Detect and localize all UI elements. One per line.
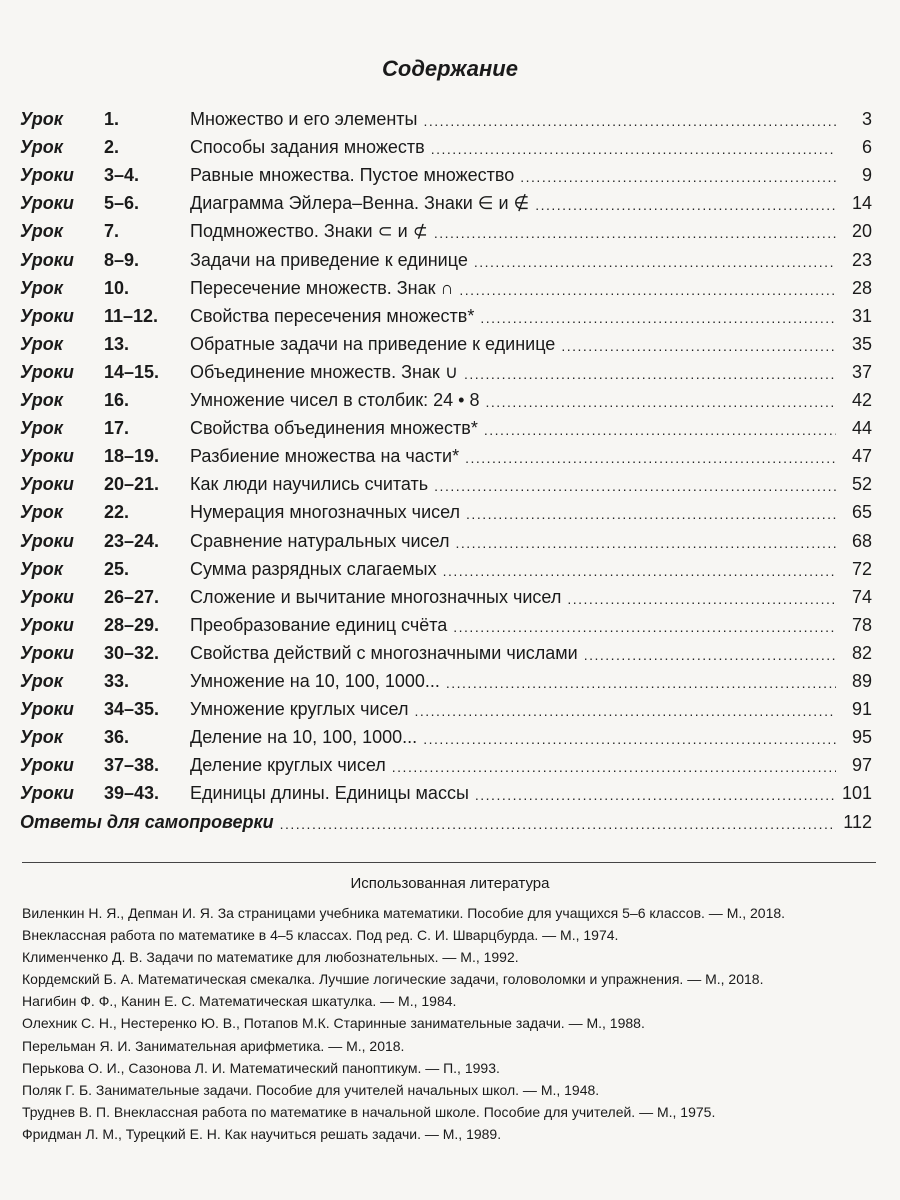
literature-item: Фридман Л. М., Турецкий Е. Н. Как научиться решать задачи. — М., 1989. <box>22 1125 502 1142</box>
lesson-title: Деление круглых чисел <box>190 755 386 776</box>
lesson-title: Как люди научились считать <box>190 474 429 495</box>
lesson-number: 17. <box>104 418 130 439</box>
dot-leader <box>464 365 836 383</box>
lesson-title: Обратные задачи на приведение к единице <box>190 333 556 354</box>
lesson-kind: Уроки <box>20 642 74 663</box>
literature-list <box>22 904 872 1147</box>
dot-leader <box>584 646 836 664</box>
literature-item: Перькова О. И., Сазонова Л. И. Математический паноптикум. — П., 1993. <box>22 1059 500 1076</box>
dot-leader <box>567 590 836 608</box>
lesson-number: 16. <box>104 390 130 411</box>
lesson-number: 20–21. <box>104 474 160 495</box>
page-number: 31 <box>851 305 872 326</box>
dot-leader <box>459 281 836 299</box>
lesson-kind: Урок <box>20 727 63 748</box>
lesson-kind: Уроки <box>20 586 74 607</box>
lesson-title: Пересечение множеств. Знак ∩ <box>190 277 454 298</box>
lesson-title: Сложение и вычитание многозначных чисел <box>190 586 562 607</box>
lesson-number: 13. <box>104 333 130 354</box>
lesson-kind: Урок <box>20 137 63 158</box>
literature-item: Олехник С. Н., Нестеренко Ю. В., Потапов М.К. Старинные занимательные задачи. — М., 1988. <box>22 1015 645 1032</box>
literature-item: Внеклассная работа по математике в 4–5 классах. Под ред. С. И. Шварцбурда. — М., 1974. <box>22 927 619 944</box>
page-number: 74 <box>851 586 872 607</box>
lesson-kind: Уроки <box>20 755 74 776</box>
dot-leader <box>431 140 836 158</box>
page-number: 95 <box>851 727 872 748</box>
lesson-kind: Уроки <box>20 305 74 326</box>
lesson-title: Свойства объединения множеств* <box>190 418 478 439</box>
toc-row[interactable] <box>20 692 872 720</box>
dot-leader <box>485 393 836 411</box>
lesson-kind: Урок <box>20 502 63 523</box>
lesson-number: 7. <box>104 221 120 242</box>
lesson-kind: Уроки <box>20 699 74 720</box>
dot-leader <box>423 730 836 748</box>
toc-row[interactable] <box>20 580 872 608</box>
lesson-kind: Урок <box>20 390 63 411</box>
lesson-kind: Урок <box>20 277 63 298</box>
lesson-title: Нумерация многозначных чисел <box>190 502 461 523</box>
page-number: 14 <box>851 193 872 214</box>
toc-row[interactable] <box>20 467 872 495</box>
dot-leader <box>484 421 836 439</box>
lesson-kind: Уроки <box>20 193 74 214</box>
dot-leader <box>480 309 836 327</box>
page-number: 72 <box>851 558 872 579</box>
page-number: 65 <box>851 502 872 523</box>
lesson-kind: Урок <box>20 221 63 242</box>
lesson-kind: Уроки <box>20 446 74 467</box>
lesson-number: 10. <box>104 277 130 298</box>
dot-leader <box>466 505 836 523</box>
dot-leader <box>414 702 836 720</box>
page-number: 37 <box>851 361 872 382</box>
literature-item: Клименченко Д. В. Задачи по математике для любознательных. — М., 1992. <box>22 949 519 966</box>
lesson-kind: Урок <box>20 670 63 691</box>
lesson-kind: Урок <box>20 109 63 130</box>
lesson-title: Способы задания множеств <box>190 137 425 158</box>
lesson-kind: Уроки <box>20 783 74 804</box>
page-number: 91 <box>851 699 872 720</box>
dot-leader <box>535 196 836 214</box>
lesson-title: Объединение множеств. Знак ∪ <box>190 361 458 382</box>
toc-row[interactable] <box>20 439 872 467</box>
lesson-title: Равные множества. Пустое множество <box>190 165 515 186</box>
page-number: 9 <box>861 165 872 186</box>
lesson-number: 23–24. <box>104 530 160 551</box>
dot-leader <box>434 224 836 242</box>
dot-leader <box>392 758 836 776</box>
toc-row[interactable] <box>20 411 872 439</box>
table-of-contents <box>20 102 872 804</box>
toc-row[interactable] <box>20 523 872 551</box>
lesson-kind: Урок <box>20 333 63 354</box>
lesson-number: 34–35. <box>104 699 160 720</box>
toc-row[interactable] <box>20 748 872 776</box>
literature-item: Труднев В. П. Внеклассная работа по математике в начальной школе. Пособие для учителей. — М., 1975. <box>22 1103 716 1120</box>
section-divider <box>22 862 876 863</box>
lesson-title: Сравнение натуральных чисел <box>190 530 450 551</box>
lesson-title: Умножение круглых чисел <box>190 699 409 720</box>
lesson-number: 2. <box>104 137 120 158</box>
dot-leader <box>561 337 836 355</box>
page-number: 23 <box>851 249 872 270</box>
toc-row[interactable] <box>20 664 872 692</box>
lesson-kind: Урок <box>20 558 63 579</box>
lesson-title: Подмножество. Знаки ⊂ и ⊄ <box>190 221 428 242</box>
lesson-kind: Уроки <box>20 249 74 270</box>
lesson-number: 25. <box>104 558 130 579</box>
lesson-number: 18–19. <box>104 446 160 467</box>
lesson-number: 33. <box>104 670 130 691</box>
lesson-title: Преобразование единиц счёта <box>190 614 448 635</box>
lesson-title: Множество и его элементы <box>190 109 418 130</box>
page-number: 3 <box>861 109 872 130</box>
page-number: 20 <box>851 221 872 242</box>
page-number: 47 <box>851 446 872 467</box>
page-number: 6 <box>861 137 872 158</box>
dot-leader <box>434 477 836 495</box>
lesson-kind: Урок <box>20 418 63 439</box>
literature-item: Поляк Г. Б. Занимательные задачи. Пособие для учителей начальных школ. — М., 1948. <box>22 1081 600 1098</box>
lesson-number: 28–29. <box>104 614 160 635</box>
lesson-title: Сумма разрядных слагаемых <box>190 558 437 579</box>
toc-row[interactable] <box>20 214 872 242</box>
lesson-kind: Уроки <box>20 474 74 495</box>
toc-row[interactable] <box>20 242 872 270</box>
page-number: 42 <box>851 390 872 411</box>
literature-item: Виленкин Н. Я., Депман И. Я. За страницами учебника математики. Пособие для учащихся 5–6 классов. — М., 2018. <box>22 905 786 921</box>
page-title: Содержание <box>382 56 518 81</box>
dot-leader <box>475 786 836 804</box>
toc-row[interactable] <box>20 158 872 186</box>
dot-leader <box>280 815 836 833</box>
dot-leader <box>453 618 836 636</box>
toc-row[interactable] <box>20 495 872 523</box>
page-number: 97 <box>851 755 872 776</box>
toc-row[interactable] <box>20 636 872 664</box>
toc-row[interactable] <box>20 130 872 158</box>
answers-label: Ответы для самопроверки <box>20 812 274 832</box>
lesson-title: Диаграмма Эйлера–Венна. Знаки ∈ и ∉ <box>190 193 530 214</box>
lesson-number: 3–4. <box>104 165 140 186</box>
toc-row[interactable] <box>20 776 872 804</box>
lesson-title: Свойства пересечения множеств* <box>190 305 475 326</box>
toc-row[interactable] <box>20 299 872 327</box>
lesson-number: 14–15. <box>104 361 160 382</box>
lesson-number: 11–12. <box>104 305 159 326</box>
dot-leader <box>465 449 836 467</box>
lesson-title: Единицы длины. Единицы массы <box>190 783 469 804</box>
lesson-kind: Уроки <box>20 165 74 186</box>
page-number: 82 <box>851 642 872 663</box>
toc-row[interactable] <box>20 608 872 636</box>
page-number: 28 <box>851 277 872 298</box>
page-number: 68 <box>851 530 872 551</box>
literature-item: Перельман Я. И. Занимательная арифметика. — М., 2018. <box>22 1037 405 1054</box>
lesson-title: Разбиение множества на части* <box>190 446 460 467</box>
toc-row[interactable] <box>20 552 872 580</box>
dot-leader <box>423 112 836 130</box>
lesson-title: Свойства действий с многозначными числами <box>190 642 578 663</box>
dot-leader <box>446 674 836 692</box>
dot-leader <box>474 253 836 271</box>
lesson-title: Задачи на приведение к единице <box>190 249 468 270</box>
toc-row[interactable] <box>20 102 872 130</box>
dot-leader <box>520 168 836 186</box>
lesson-title: Умножение чисел в столбик: 24 • 8 <box>190 390 480 411</box>
lesson-kind: Уроки <box>20 361 74 382</box>
lesson-number: 36. <box>104 727 130 748</box>
toc-row[interactable] <box>20 186 872 214</box>
toc-row[interactable] <box>20 327 872 355</box>
literature-item: Нагибин Ф. Ф., Канин Е. С. Математическая шкатулка. — М., 1984. <box>22 993 457 1010</box>
lesson-number: 30–32. <box>104 642 160 663</box>
toc-row[interactable] <box>20 383 872 411</box>
toc-row-answers[interactable] <box>20 812 872 833</box>
page-number: 78 <box>851 614 872 635</box>
lesson-number: 39–43. <box>104 783 160 804</box>
toc-row[interactable] <box>20 355 872 383</box>
lesson-title: Умножение на 10, 100, 1000... <box>190 670 440 691</box>
lesson-kind: Уроки <box>20 614 74 635</box>
page-number: 44 <box>851 418 872 439</box>
page-number: 101 <box>841 783 872 804</box>
lesson-number: 37–38. <box>104 755 160 776</box>
page-number: 35 <box>851 333 872 354</box>
page-number: 112 <box>843 812 872 832</box>
literature-item: Кордемский Б. А. Математическая смекалка. Лучшие логические задачи, головоломки и упражнения. — М., 2018. <box>22 971 764 988</box>
toc-row[interactable] <box>20 271 872 299</box>
lesson-number: 26–27. <box>104 586 160 607</box>
literature-title: Использованная литература <box>350 875 550 892</box>
toc-row[interactable] <box>20 720 872 748</box>
lesson-number: 22. <box>104 502 130 523</box>
page-number: 52 <box>851 474 872 495</box>
lesson-number: 5–6. <box>104 193 140 214</box>
lesson-number: 1. <box>104 109 120 130</box>
dot-leader <box>455 534 836 552</box>
lesson-kind: Уроки <box>20 530 74 551</box>
lesson-title: Деление на 10, 100, 1000... <box>190 727 418 748</box>
lesson-number: 8–9. <box>104 249 140 270</box>
page-number: 89 <box>851 670 872 691</box>
dot-leader <box>443 562 836 580</box>
